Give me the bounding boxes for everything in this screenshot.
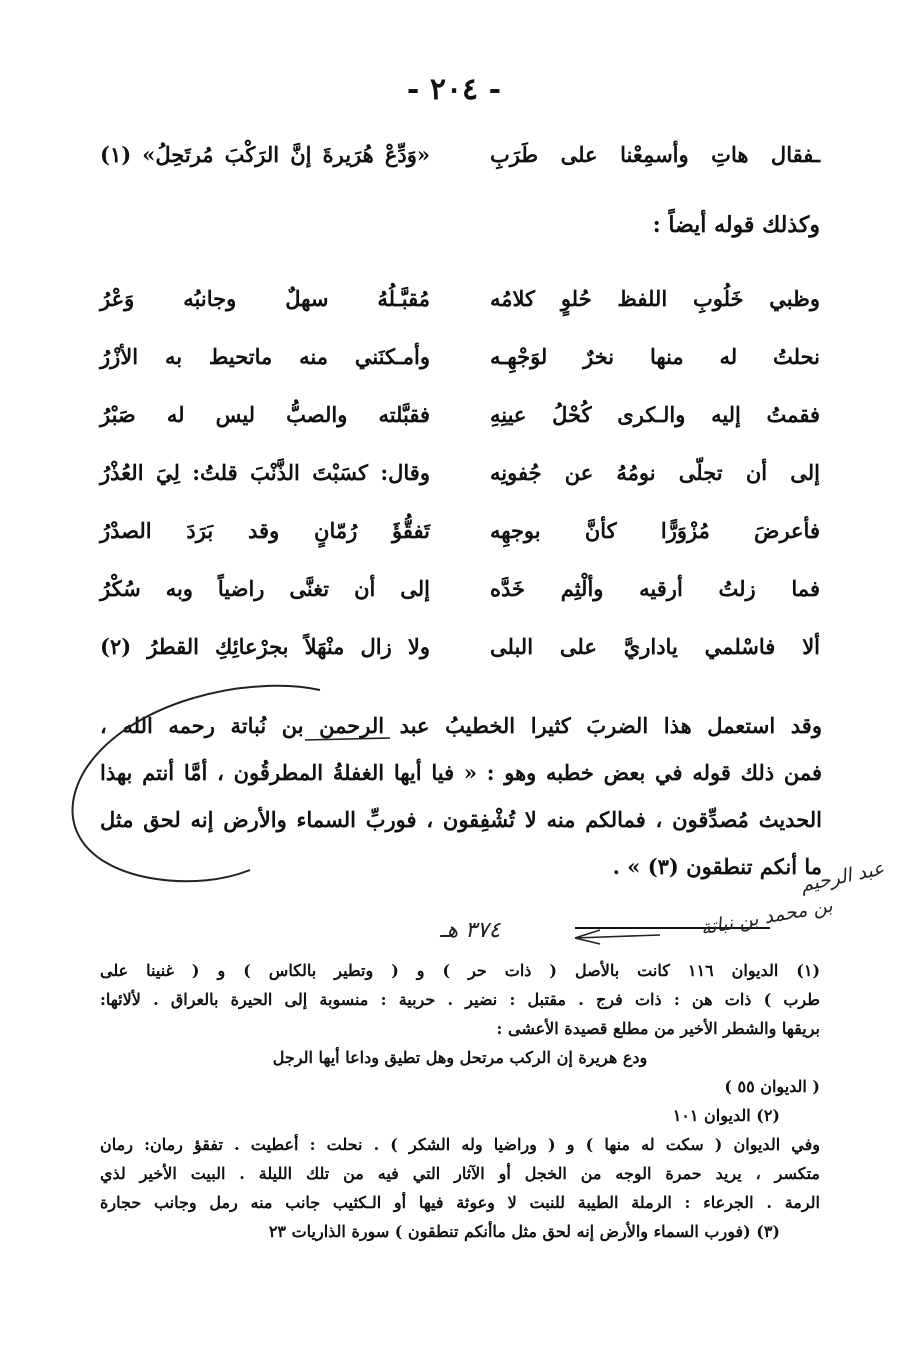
verse-hemistich-first: وظبي خَلُوبِ اللفظ حُلوٍ كلامُه: [490, 286, 820, 311]
verse-hemistich-first: ـفقال هاتِ وأسمِعْنا على طَرَبِ: [490, 142, 820, 167]
prose-line: ما أنكم تنطقون (٣) » .: [612, 854, 822, 879]
verse-hemistich-second: وأمـكنَني منه ماتحيط به الأزْرُ: [100, 344, 430, 369]
verse-hemistich-first: ألا فاسْلمي ياداريَّ على البلى: [490, 634, 820, 659]
footnote-line: (٣) (فورب السماء والأرض إنه لحق مثل ماأنكم تنطقون ) سورة الذاريات ٢٣: [268, 1222, 780, 1241]
verse-hemistich-second: مُقبَّـلُهُ سهلٌ وجانبُه وَعْرُ: [100, 286, 430, 311]
hand-drawn-underline: [305, 738, 390, 740]
hand-drawn-oval: [73, 686, 320, 881]
footnotes: [100, 956, 820, 1246]
page-number: - ٢٠٤ -: [406, 72, 502, 107]
verse-hemistich-first: فما زلتُ أرقيه وألْثِم خَدَّه: [490, 576, 820, 601]
footnote-line: ودع هريرة إن الركب مرتحل وهل تطيق وداعا أيها الرجل: [272, 1048, 648, 1067]
verse-hemistich-second: ولا زال منْهَلاً بجرْعائِكِ القطرُ (٢): [100, 634, 430, 659]
footnote-line: بريقها والشطر الأخير من مطلع قصيدة الأعشى :: [496, 1019, 820, 1038]
footnote-line: طرب ) ذات هن : ذات فرج . مقتبل : نضير . حربية : منسوبة إلى الحيرة بالعراق . لألائها:: [100, 990, 820, 1009]
footnote-line: (١) الديوان ١١٦ كانت بالأصل ( ذات حر ) و ( وتطير بالكاس ) و ( غنينا على: [100, 961, 821, 980]
verse-hemistich-first: نحلتُ له منها نخرٌ لوَجْهِـه: [490, 344, 820, 369]
verse-hemistich-first: فقمتُ إليه والـكرى كُحْلُ عينِهِ: [490, 402, 820, 427]
verse-hemistich-second: إلى أن تغنَّى راضياً وبه سُكْرُ: [100, 576, 430, 601]
intro-line: وكذلك قوله أيضاً :: [652, 212, 820, 238]
verse-hemistich-second: وقال: كسَبْتَ الذَّنْبَ قلتُ: لِيَ العُذْرُ: [100, 460, 430, 485]
footnote-line: الرمة . الجرعاء : الرملة الطيبة للنبت لا وعوثة فيها أو الـكثيب جانب منه رمل وجانب حجارة: [100, 1193, 820, 1212]
footnote-line: ( الديوان ٥٥ ): [724, 1077, 820, 1096]
prose-line: وقد استعمل هذا الضربَ كثيرا الخطيبُ عبد الرحمن بن نُباتة رحمه الله ،: [100, 713, 822, 738]
prose-line: فمن ذلك قوله في بعض خطبه وهو : « فيا أيها الغفلةُ المطرقُون ، أمَّا أنتم بهذا: [100, 760, 822, 785]
footnote-line: وفي الديوان ( سكت له منها ) و ( وراضيا وله الشكر ) . نحلت : أعطيت . تفقؤ رمان: رمان: [100, 1135, 820, 1154]
verse-hemistich-second: تَفقُّؤَ رُمّانٍ وقد بَرَدَ الصدْرُ: [100, 518, 430, 543]
hand-drawn-arrow: [575, 930, 660, 944]
handwritten-year: ٣٧٤ هـ: [440, 918, 501, 943]
verse-hemistich-second: فقبَّلته والصبُّ ليس له صَبْرُ: [100, 402, 430, 427]
margin-note-name: عبد الرحيم: [798, 857, 887, 897]
verse-hemistich-first: فأعرضَ مُزْوَرًّا كأنَّ بوجهِه: [490, 518, 820, 543]
verse-hemistich-first: إلى أن تجلّى نومُهُ عن جُفونِه: [490, 460, 820, 485]
footnote-line: (٢) الديوان ١٠١: [672, 1106, 780, 1125]
prose-line: الحديث مُصدِّقون ، فمالكم منه لا تُشْفِقون ، فوربِّ السماء والأرض إنه لحق مثل: [100, 807, 822, 832]
footnote-line: متكسر ، يريد حمرة الوجه من الخجل أو الآثار التي فيه من تلك الليلة . البيت الأخير لذي: [100, 1164, 820, 1183]
margin-note-lineage: بن محمد بن نباتة: [699, 894, 835, 940]
verse-hemistich-second: «وَدِّعْ هُرَيرةَ إنَّ الرَكْبَ مُرتَحِلُ» (١): [100, 142, 430, 167]
